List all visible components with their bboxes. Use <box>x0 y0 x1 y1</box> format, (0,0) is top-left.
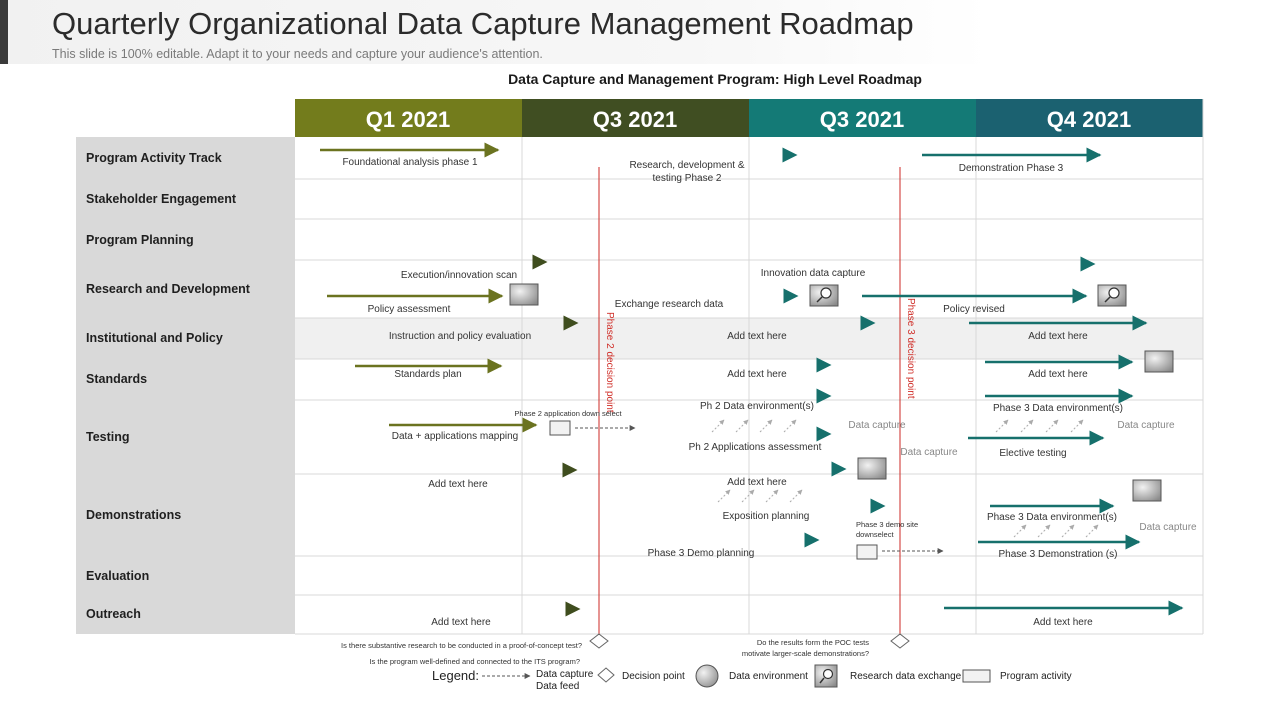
activity-label: Foundational analysis phase 1 <box>342 157 478 168</box>
activity-label: Data + applications mapping <box>391 431 519 442</box>
row-label: Standards <box>86 372 148 386</box>
data-environment-icon <box>858 458 886 479</box>
activity-label: Exposition planning <box>722 511 810 522</box>
quarter-label: Q3 2021 <box>819 107 905 132</box>
row-label: Stakeholder Engagement <box>86 192 237 206</box>
legend-research-exchange: Research data exchange <box>850 671 962 682</box>
activity-label: Policy assessment <box>367 304 451 315</box>
diamond-icon <box>891 634 909 648</box>
activity-label: Add text here <box>727 477 787 488</box>
legend-data-environment: Data environment <box>729 671 808 682</box>
activity-label: Add text here <box>1028 331 1088 342</box>
legend-data-capture: Data capture <box>536 669 594 680</box>
data-capture-label: Data capture <box>900 447 958 458</box>
decision-question: Is the program well-defined and connected to the ITS program? <box>369 657 580 666</box>
quarter-label: Q4 2021 <box>1046 107 1132 132</box>
activity-label: Ph 2 Applications assessment <box>688 442 822 453</box>
activity-label: Demonstration Phase 3 <box>958 163 1064 174</box>
row-label: Outreach <box>86 607 141 621</box>
activity-label: Add text here <box>1028 369 1088 380</box>
row-label: Institutional and Policy <box>86 331 223 345</box>
activity-label: Add text here <box>727 369 787 380</box>
activity-label: Phase 3 Data environment(s) <box>992 403 1124 414</box>
diamond-icon <box>598 668 614 682</box>
row-label: Program Planning <box>86 233 194 247</box>
activity-label: Phase 3 Demonstration (s) <box>998 549 1118 560</box>
magnifier-icon <box>815 665 837 687</box>
row-label: Program Activity Track <box>86 151 222 165</box>
row-label: Evaluation <box>86 569 150 583</box>
activity-label: Exchange research data <box>614 299 724 310</box>
activity-label: Phase 2 application down select <box>514 409 622 418</box>
data-environment-icon <box>1145 351 1173 372</box>
program-activity-icon <box>963 670 990 682</box>
data-capture-label: Data capture <box>848 420 906 431</box>
activity-label: Execution/innovation scan <box>400 270 518 281</box>
quarter-label: Q3 2021 <box>592 107 678 132</box>
activity-label: Add text here <box>1033 617 1093 628</box>
legend-data-feed: Data feed <box>536 681 580 692</box>
activity-label: Phase 3 Demo planning <box>647 548 755 559</box>
activity-label: Innovation data capture <box>760 268 866 279</box>
activity-label: Add text here <box>428 479 488 490</box>
data-capture-label: Data capture <box>1139 522 1197 533</box>
legend-decision-point: Decision point <box>622 671 685 682</box>
row-label: Testing <box>86 430 130 444</box>
activity-label: Instruction and policy evaluation <box>388 331 532 342</box>
diamond-icon <box>590 634 608 648</box>
activity-label: Ph 2 Data environment(s) <box>700 401 814 412</box>
activity-label: Add text here <box>727 331 787 342</box>
decision-question: Do the results form the POC tests <box>756 638 869 647</box>
data-capture-arrows <box>712 420 796 432</box>
quarter-label: Q1 2021 <box>365 107 451 132</box>
page-subtitle: This slide is 100% editable. Adapt it to your needs and capture your audience's attention. <box>52 47 543 61</box>
legend-title: Legend: <box>432 668 479 683</box>
activity-label: Phase 3 Data environment(s) <box>986 512 1118 523</box>
activity-label: testing Phase 2 <box>652 173 722 184</box>
page-title: Quarterly Organizational Data Capture Management Roadmap <box>52 6 914 41</box>
decision-question: Is there substantive research to be conducted in a proof-of-concept test? <box>341 641 582 650</box>
data-capture-arrows <box>996 420 1083 432</box>
activity-label: Standards plan <box>394 369 462 380</box>
activity-label: Elective testing <box>999 448 1067 459</box>
legend-program-activity: Program activity <box>1000 671 1072 682</box>
data-environment-icon <box>696 665 718 687</box>
chart-title-text: Data Capture and Management Program: High Level Roadmap <box>508 71 922 87</box>
decision-question: motivate larger-scale demonstrations? <box>741 649 869 658</box>
row-label: Research and Development <box>86 282 250 296</box>
activity-label: Phase 3 demo site <box>856 520 919 529</box>
row-label: Demonstrations <box>86 508 182 522</box>
activity-label: Research, development & <box>629 160 745 171</box>
data-environment-icon <box>1133 480 1161 501</box>
activity-label: Add text here <box>431 617 491 628</box>
data-capture-label: Data capture <box>1117 420 1175 431</box>
activity-label: downselect <box>856 530 894 539</box>
data-environment-icon <box>510 284 538 305</box>
phase3-decision-label: Phase 3 decision point <box>905 298 916 399</box>
magnifier-icon <box>810 285 838 306</box>
activity-label: Policy revised <box>943 304 1005 315</box>
data-capture-arrows <box>1014 525 1098 537</box>
phase2-decision-label: Phase 2 decision point <box>604 312 615 413</box>
magnifier-icon <box>1098 285 1126 306</box>
program-activity-icon <box>857 545 877 559</box>
data-capture-arrows <box>718 490 802 502</box>
program-activity-icon <box>550 421 570 435</box>
